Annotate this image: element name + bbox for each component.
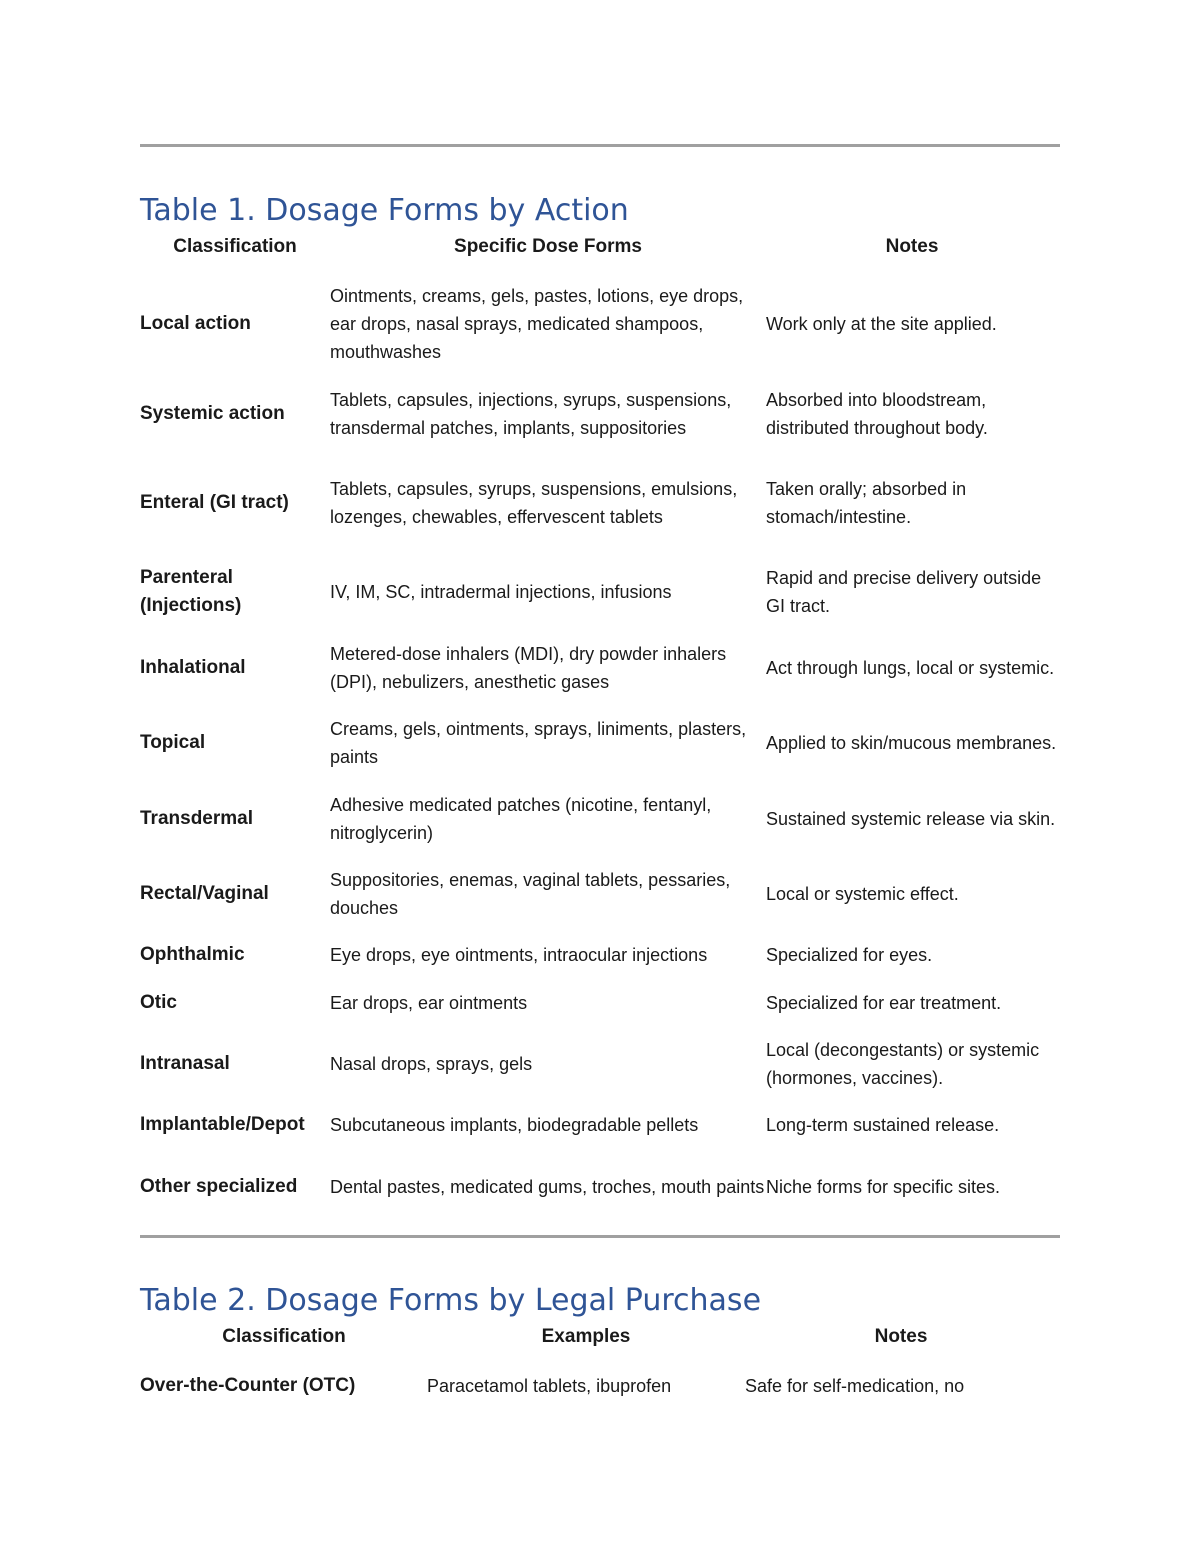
row-classification: Over-the-Counter (OTC) [140,1375,356,1396]
row-notes: Absorbed into bloodstream, distributed throughout body. [766,390,988,438]
row-classification: Systemic action [140,403,285,424]
table1-row [140,639,1060,697]
table1-row [140,281,1060,367]
table1-row [140,865,1060,923]
row-classification: Enteral (GI tract) [140,492,289,513]
table2-header-examples: Examples [541,1326,631,1347]
row-forms: IV, IM, SC, intradermal injections, infusions [330,582,672,602]
row-notes: Long-term sustained release. [766,1115,1000,1135]
row-forms: Dental pastes, medicated gums, troches, mouth paints [330,1177,765,1197]
row-notes: Local (decongestants) or systemic (hormones, vaccines). [766,1040,1040,1088]
table1-row [140,385,1060,443]
row-classification: Transdermal [140,808,253,829]
row-forms: Metered-dose inhalers (MDI), dry powder inhalers (DPI), nebulizers, anesthetic gases [330,644,727,692]
row-notes: Taken orally; absorbed in stomach/intestine. [766,479,967,527]
table1-header-forms: Specific Dose Forms [454,236,642,257]
row-forms: Subcutaneous implants, biodegradable pellets [330,1115,699,1135]
row-forms: Ear drops, ear ointments [330,993,528,1013]
row-notes: Safe for self-medication, no [745,1376,965,1396]
row-classification: Inhalational [140,657,246,678]
table1-row [140,714,1060,772]
row-classification: Local action [140,313,251,334]
row-classification: Other specialized [140,1176,298,1197]
table2-title: Table 2. Dosage Forms by Legal Purchase [140,1283,762,1318]
row-forms: Creams, gels, ointments, sprays, liniments, plasters, paints [330,719,747,767]
table1-header-notes: Notes [885,236,939,257]
table1-row [140,460,1060,546]
table1-row [140,563,1060,621]
table1-row [140,790,1060,848]
table2-header-classification: Classification [222,1326,346,1347]
table2-row [140,1371,1060,1401]
row-forms: Adhesive medicated patches (nicotine, fentanyl, nitroglycerin) [330,795,712,843]
table2-header-notes: Notes [874,1326,928,1347]
row-forms: Nasal drops, sprays, gels [330,1054,533,1074]
section-divider [140,1235,1060,1238]
table1-row [140,1110,1060,1140]
row-classification: Implantable/Depot [140,1114,305,1135]
table1-row [140,988,1060,1018]
row-classification: Otic [140,992,177,1013]
row-notes: Applied to skin/mucous membranes. [766,733,1057,753]
row-forms: Suppositories, enemas, vaginal tablets, pessaries, douches [330,870,731,918]
row-notes: Local or systemic effect. [766,884,959,904]
row-notes: Work only at the site applied. [766,314,997,334]
table1-header-classification: Classification [173,236,297,257]
row-classification: Ophthalmic [140,944,245,965]
row-classification: Parenteral (Injections) [140,567,242,616]
row-classification: Topical [140,732,206,753]
table1-row [140,1035,1060,1093]
row-notes: Rapid and precise delivery outside GI tract. [766,568,1042,616]
row-notes: Specialized for eyes. [766,945,933,965]
row-classification: Rectal/Vaginal [140,883,269,904]
row-forms: Eye drops, eye ointments, intraocular injections [330,945,708,965]
row-forms: Tablets, capsules, syrups, suspensions, emulsions, lozenges, chewables, effervescent tablets [330,479,738,527]
top-divider [140,144,1060,147]
row-examples: Paracetamol tablets, ibuprofen [427,1376,672,1396]
row-notes: Sustained systemic release via skin. [766,809,1056,829]
row-forms: Tablets, capsules, injections, syrups, suspensions, transdermal patches, implants, suppositories [330,390,732,438]
row-notes: Act through lungs, local or systemic. [766,658,1055,678]
table1-title: Table 1. Dosage Forms by Action [140,193,629,228]
table1-row [140,940,1060,970]
row-notes: Niche forms for specific sites. [766,1177,1001,1197]
table1-row [140,1158,1060,1216]
row-forms: Ointments, creams, gels, pastes, lotions, eye drops, ear drops, nasal sprays, medicated shampoos, mouthwashes [330,286,744,362]
row-notes: Specialized for ear treatment. [766,993,1002,1013]
row-classification: Intranasal [140,1053,230,1074]
